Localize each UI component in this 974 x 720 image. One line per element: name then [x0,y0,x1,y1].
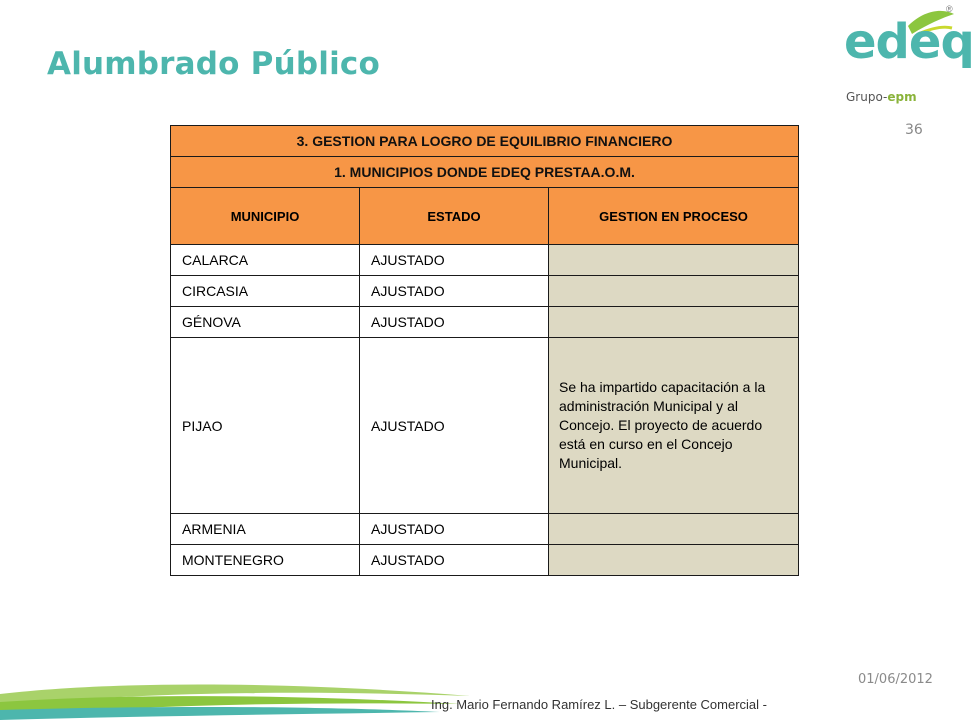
cell-estado: AJUSTADO [360,276,549,307]
logo-group-brand: epm [887,90,917,104]
table-header-subsection: 1. MUNICIPIOS DONDE EDEQ PRESTAA.O.M. [171,157,799,188]
table-row [171,514,799,545]
municipios-table [170,125,799,576]
cell-municipio: ARMENIA [171,514,360,545]
cell-municipio: MONTENEGRO [171,545,360,576]
cell-gestion: Se ha impartido capacitación a la administración Municipal y al Concejo. El proyecto de acuerdo está en curso en el Concejo Municipal. [549,338,799,514]
logo-brand: edeq [844,14,974,70]
cell-estado: AJUSTADO [360,545,549,576]
edeq-logo [838,4,974,112]
slide-number: 36 [905,122,923,138]
table-row [171,245,799,276]
cell-municipio: CALARCA [171,245,360,276]
cell-estado: AJUSTADO [360,514,549,545]
slide-date: 01/06/2012 [858,672,933,687]
cell-estado: AJUSTADO [360,245,549,276]
table-row [171,276,799,307]
cell-municipio: PIJAO [171,338,360,514]
footer-text: Ing. Mario Fernando Ramírez L. – Subgerente Comercial - [431,697,767,712]
table-row [171,338,799,514]
cell-gestion [549,307,799,338]
slide-title: Alumbrado Público [47,46,380,82]
table-row [171,307,799,338]
logo-group-prefix: Grupo- [846,90,888,104]
column-header-municipio: MUNICIPIO [171,188,360,245]
cell-gestion [549,245,799,276]
column-header-gestion: GESTION EN PROCESO [549,188,799,245]
cell-gestion [549,545,799,576]
table-header-section: 3. GESTION PARA LOGRO DE EQUILIBRIO FINANCIERO [171,126,799,157]
column-header-estado: ESTADO [360,188,549,245]
table-row [171,545,799,576]
cell-estado: AJUSTADO [360,307,549,338]
registered-mark: ® [946,4,953,14]
cell-gestion [549,514,799,545]
cell-municipio: GÉNOVA [171,307,360,338]
cell-estado: AJUSTADO [360,338,549,514]
cell-municipio: CIRCASIA [171,276,360,307]
cell-gestion [549,276,799,307]
logo-group [846,90,917,104]
